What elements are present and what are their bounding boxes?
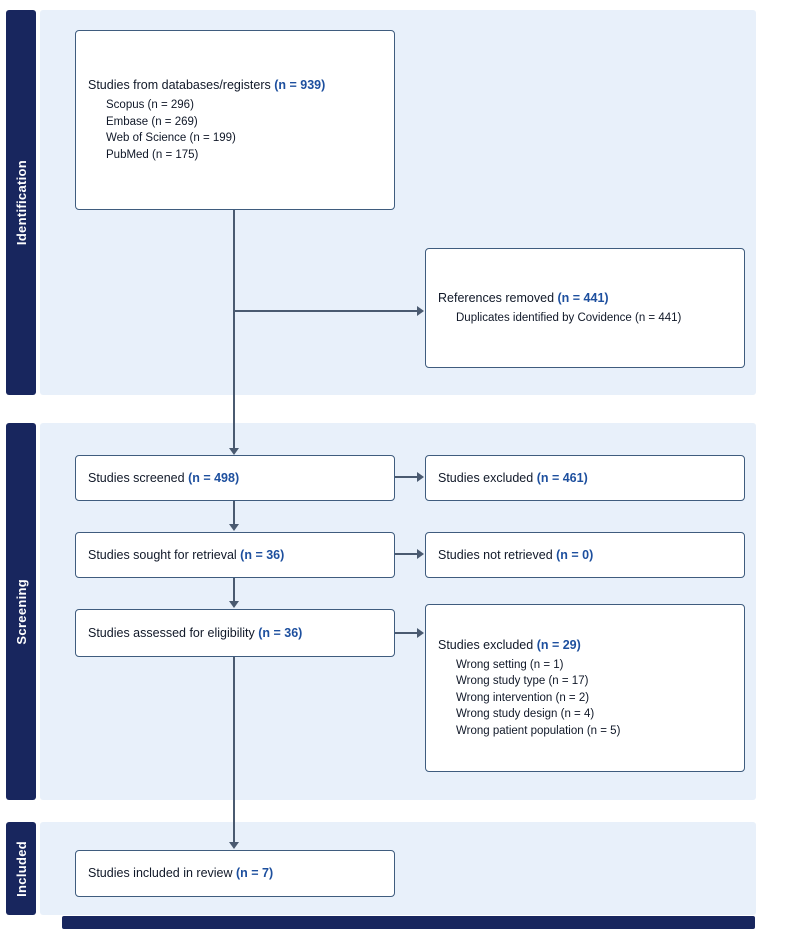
box-n-value: (n = 0) <box>556 547 594 562</box>
box-title <box>438 637 732 654</box>
arrow-sought-to-assessed-head <box>229 601 239 608</box>
box-title <box>88 470 382 487</box>
box-item-list <box>438 310 732 327</box>
box-n-value: (n = 29) <box>536 637 581 652</box>
box-title <box>88 77 382 94</box>
arrow-assessed-to-included-line <box>233 657 235 843</box>
box-references-removed <box>425 248 745 368</box>
arrow-screened-to-sought-head <box>229 524 239 531</box>
arrow-sought-to-not-retrieved-head <box>417 549 424 559</box>
list-item: Wrong setting (n = 1) <box>456 658 564 671</box>
box-studies-assessed-eligibility <box>75 609 395 657</box>
arrow-sought-to-not-retrieved-line <box>395 553 418 555</box>
arrow-screened-to-sought-line <box>233 501 235 525</box>
box-item-list <box>438 657 732 740</box>
box-item-list <box>88 97 382 163</box>
list-item: Wrong study design (n = 4) <box>456 708 595 721</box>
box-studies-excluded-screening <box>425 455 745 501</box>
box-title <box>438 290 732 307</box>
box-studies-included-review <box>75 850 395 897</box>
list-item: Duplicates identified by Covidence (n = 441) <box>456 311 682 324</box>
box-title-text: Studies screened <box>88 470 189 485</box>
footer-bar <box>62 916 755 929</box>
stage-label-included-text: Included <box>13 840 29 897</box>
box-title-text: Studies included in review <box>88 866 236 880</box>
arrow-screened-to-excluded-line <box>395 476 418 478</box>
box-studies-screened <box>75 455 395 501</box>
box-title-text: Studies excluded <box>438 470 537 485</box>
box-title-text: Studies excluded <box>438 637 537 652</box>
box-title <box>88 547 382 564</box>
box-title <box>88 625 382 642</box>
list-item: Web of Science (n = 199) <box>106 132 236 144</box>
arrow-branch-to-references-removed-head <box>417 306 424 316</box>
box-title-text: References removed <box>438 290 558 305</box>
stage-label-screening <box>6 423 36 800</box>
stage-label-screening-text: Screening <box>13 578 29 645</box>
stage-label-identification <box>6 10 36 395</box>
box-title-text: Studies not retrieved <box>438 547 557 562</box>
box-title <box>438 470 732 487</box>
arrow-assessed-to-included-head <box>229 842 239 849</box>
arrow-databases-to-screened-line <box>233 210 235 449</box>
box-title-text: Studies sought for retrieval <box>88 547 241 562</box>
box-n-value: (n = 461) <box>536 470 588 485</box>
box-n-value: (n = 36) <box>240 547 285 562</box>
box-studies-excluded-eligibility <box>425 604 745 772</box>
list-item: Wrong patient population (n = 5) <box>456 724 621 737</box>
box-n-value: (n = 441) <box>557 290 609 305</box>
box-studies-not-retrieved <box>425 532 745 578</box>
stage-label-included <box>6 822 36 915</box>
list-item: Wrong study type (n = 17) <box>456 675 589 688</box>
box-n-value: (n = 36) <box>258 625 303 640</box>
box-title-text: Studies from databases/registers <box>88 78 275 92</box>
list-item: Wrong intervention (n = 2) <box>456 691 590 704</box>
arrow-assessed-to-excluded-head <box>417 628 424 638</box>
arrow-assessed-to-excluded-line <box>395 632 418 634</box>
arrow-branch-to-references-removed-line <box>233 310 418 312</box>
box-n-value: (n = 7) <box>236 866 274 880</box>
list-item: Scopus (n = 296) <box>106 99 194 111</box>
list-item: Embase (n = 269) <box>106 115 198 128</box>
box-title <box>88 865 382 882</box>
box-title <box>438 547 732 564</box>
stage-label-identification-text: Identification <box>13 159 29 246</box>
arrow-sought-to-assessed-line <box>233 578 235 602</box>
box-studies-from-databases <box>75 30 395 210</box>
arrow-databases-to-screened-head <box>229 448 239 455</box>
list-item: PubMed (n = 175) <box>106 148 199 161</box>
arrow-screened-to-excluded-head <box>417 472 424 482</box>
box-title-text: Studies assessed for eligibility <box>88 625 259 640</box>
box-n-value: (n = 498) <box>188 470 240 485</box>
box-n-value: (n = 939) <box>274 78 326 92</box>
box-studies-sought-retrieval <box>75 532 395 578</box>
